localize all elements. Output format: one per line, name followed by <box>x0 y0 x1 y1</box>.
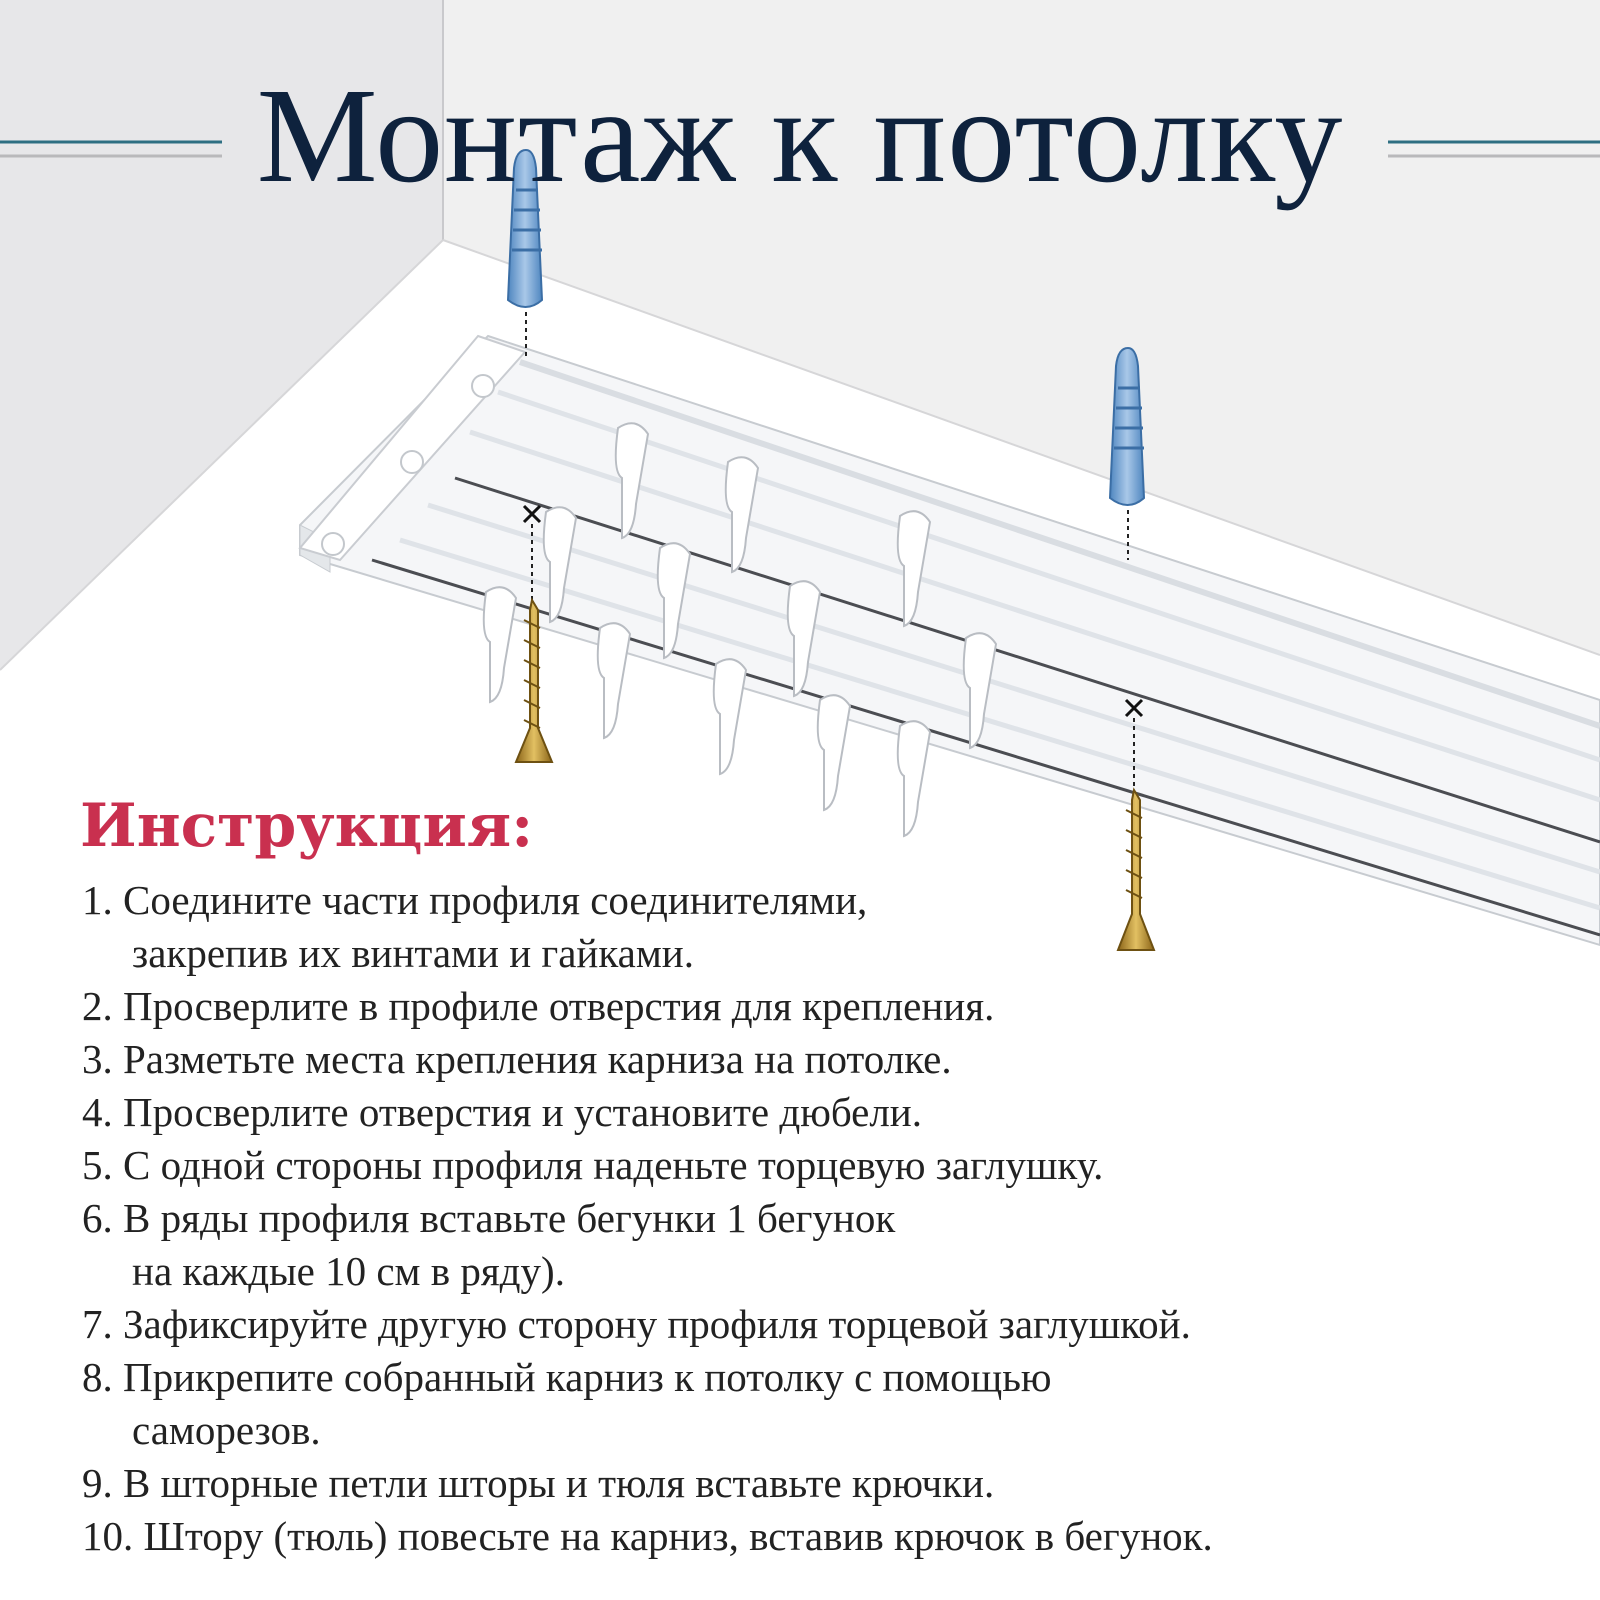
instructions-heading: Инструкция: <box>80 791 534 861</box>
step-text: Зафиксируйте другую сторону профиля торцевой заглушкой. <box>123 1301 1191 1347</box>
step-text: Штору (тюль) повесьте на карниз, вставив крючок в бегунок. <box>143 1513 1213 1559</box>
list-item <box>82 1457 1582 1510</box>
step-number: 6. <box>82 1195 113 1241</box>
list-item <box>82 1139 1582 1192</box>
list-item <box>82 1351 1582 1457</box>
list-item <box>82 1192 1582 1298</box>
page-title: Монтаж к потолку <box>256 61 1344 211</box>
step-number: 5. <box>82 1142 113 1188</box>
list-item <box>82 1033 1582 1086</box>
list-item <box>82 874 1582 980</box>
step-number: 3. <box>82 1036 113 1082</box>
list-item <box>82 1510 1582 1563</box>
list-item <box>82 980 1582 1033</box>
instructions-list <box>82 874 1582 1563</box>
step-text: В шторные петли шторы и тюля вставьте крючки. <box>123 1460 995 1506</box>
step-number: 9. <box>82 1460 113 1506</box>
step-text: С одной стороны профиля наденьте торцевую заглушку. <box>123 1142 1104 1188</box>
step-number: 2. <box>82 983 113 1029</box>
step-number: 8. <box>82 1354 113 1400</box>
step-number: 10. <box>82 1513 134 1559</box>
step-number: 4. <box>82 1089 113 1135</box>
step-number: 7. <box>82 1301 113 1347</box>
step-text: Просверлите в профиле отверстия для крепления. <box>123 983 995 1029</box>
step-text-continued: саморезов. <box>132 1407 321 1453</box>
step-text-continued: закрепив их винтами и гайками. <box>132 930 694 976</box>
step-text: Просверлите отверстия и установите дюбели. <box>123 1089 922 1135</box>
step-text: Прикрепите собранный карниз к потолку с помощью <box>123 1354 1052 1400</box>
step-text: Разметьте места крепления карниза на потолке. <box>123 1036 952 1082</box>
step-text: В ряды профиля вставьте бегунки 1 бегунок <box>123 1195 896 1241</box>
list-item <box>82 1298 1582 1351</box>
list-item <box>82 1086 1582 1139</box>
step-text: Соедините части профиля соединителями, <box>123 877 868 923</box>
step-text-continued: на каждые 10 см в ряду). <box>132 1248 565 1294</box>
step-number: 1. <box>82 877 113 923</box>
